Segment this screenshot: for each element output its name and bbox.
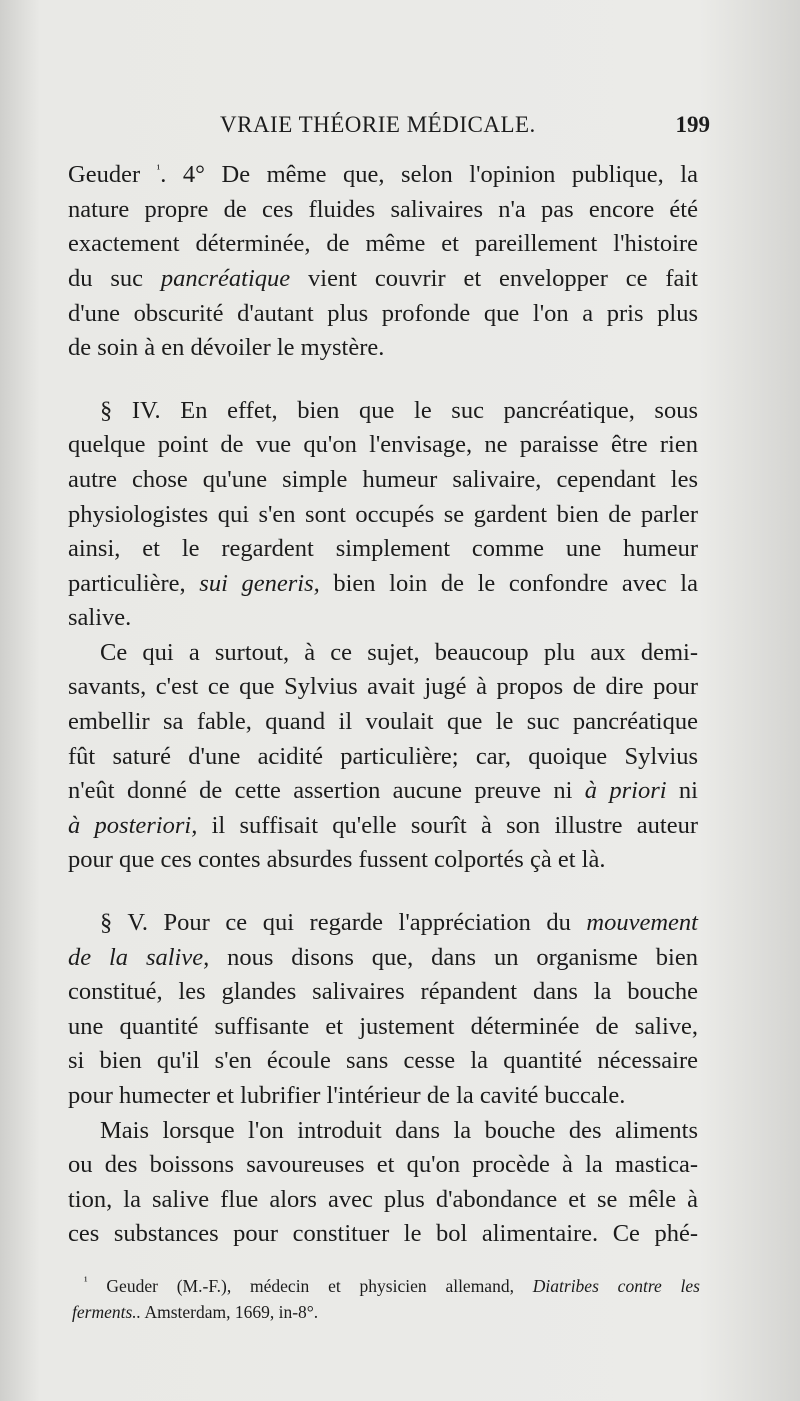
paragraph bbox=[68, 394, 698, 636]
text-line: Geuder $^{^1}$. 4° De même que, selon l'opinion publique, la bbox=[68, 161, 698, 189]
paragraph bbox=[68, 906, 698, 1114]
footnotes bbox=[72, 1268, 700, 1325]
footnote-line: $^{^1}$ Geuder (M.-F.), médecin et physicien allemand, Diatribes contre les bbox=[84, 1274, 700, 1296]
text-line: particulière, sui generis, bien loin de le confondre avec la bbox=[68, 569, 698, 597]
paragraph bbox=[68, 1114, 698, 1252]
page-header bbox=[70, 112, 710, 144]
text-line: quelque point de vue qu'on l'envisage, ne paraisse être rien bbox=[68, 431, 698, 459]
text-line: de la salive, nous disons que, dans un organisme bien bbox=[68, 943, 698, 971]
text-line: Ce qui a surtout, à ce sujet, beaucoup plu aux demi- bbox=[100, 638, 698, 666]
text-line: tion, la salive flue alors avec plus d'abondance et se mêle à bbox=[68, 1185, 698, 1213]
italic-term: pancréatique bbox=[160, 264, 291, 292]
text-line: fût saturé d'une acidité particulière; car, quoique Sylvius bbox=[68, 742, 698, 770]
running-title: VRAIE THÉORIE MÉDICALE. bbox=[220, 112, 536, 137]
text-line: pour que ces contes absurdes fussent colportés çà et là. bbox=[68, 846, 606, 874]
paragraph bbox=[68, 152, 698, 366]
footnote-mark: ¹ bbox=[84, 1274, 88, 1288]
text-line: une quantité suffisante et justement déterminée de salive, bbox=[68, 1012, 698, 1040]
footnote-line: ferments.. Amsterdam, 1669, in-8°. bbox=[72, 1301, 319, 1322]
text-line: salive. bbox=[68, 604, 132, 632]
text-line: physiologistes qui s'en sont occupés se gardent bien de parler bbox=[68, 500, 698, 528]
text-line: ces substances pour constituer le bol alimentaire. Ce phé- bbox=[68, 1220, 698, 1248]
italic-term: mouvement bbox=[586, 909, 698, 937]
text-line: n'eût donné de cette assertion aucune preuve ni à priori ni bbox=[68, 777, 698, 805]
text-line: § IV. En effet, bien que le suc pancréatique, sous bbox=[100, 396, 698, 424]
italic-title: Diatribes contre les bbox=[532, 1275, 700, 1296]
text-line: § V. Pour ce qui regarde l'appréciation du mouvement bbox=[100, 909, 698, 937]
text-line: exactement déterminée, de même et pareillement l'histoire bbox=[68, 230, 698, 258]
text-line: d'une obscurité d'autant plus profonde que l'on a pris plus bbox=[68, 299, 698, 327]
text-line: savants, c'est ce que Sylvius avait jugé à propos de dire pour bbox=[68, 673, 698, 701]
text-line: Mais lorsque l'on introduit dans la bouche des aliments bbox=[100, 1116, 698, 1144]
text-line: autre chose qu'une simple humeur salivaire, cependant les bbox=[68, 465, 698, 493]
text-line: embellir sa fable, quand il voulait que le suc pancréatique bbox=[68, 708, 698, 736]
text-line: ou des boissons savoureuses et qu'on procède à la mastica- bbox=[68, 1151, 698, 1179]
footnote-mark: ¹ bbox=[156, 162, 161, 176]
text-line: de soin à en dévoiler le mystère. bbox=[68, 334, 385, 362]
italic-term: de la salive, bbox=[68, 943, 210, 971]
text-line: ainsi, et le regardent simplement comme une humeur bbox=[68, 535, 698, 563]
text-line: du suc pancréatique vient couvrir et envelopper ce fait bbox=[68, 264, 698, 292]
italic-term: à priori bbox=[584, 777, 667, 805]
text-line: si bien qu'il s'en écoule sans cesse la quantité nécessaire bbox=[68, 1047, 698, 1075]
body-text bbox=[68, 152, 698, 1252]
paragraph bbox=[68, 636, 698, 878]
italic-term: à posteriori, bbox=[68, 811, 198, 839]
italic-term: sui generis, bbox=[199, 569, 320, 597]
page-number: 199 bbox=[675, 112, 710, 137]
text-line: pour humecter et lubrifier l'intérieur de la cavité buccale. bbox=[68, 1082, 626, 1109]
italic-title: ferments.. bbox=[72, 1301, 142, 1322]
text-line: à posteriori, il suffisait qu'elle sourît à son illustre auteur bbox=[68, 811, 699, 839]
text-line: constitué, les glandes salivaires répandent dans la bouche bbox=[68, 978, 698, 1006]
text-line: nature propre de ces fluides salivaires n'a pas encore été bbox=[68, 195, 698, 223]
